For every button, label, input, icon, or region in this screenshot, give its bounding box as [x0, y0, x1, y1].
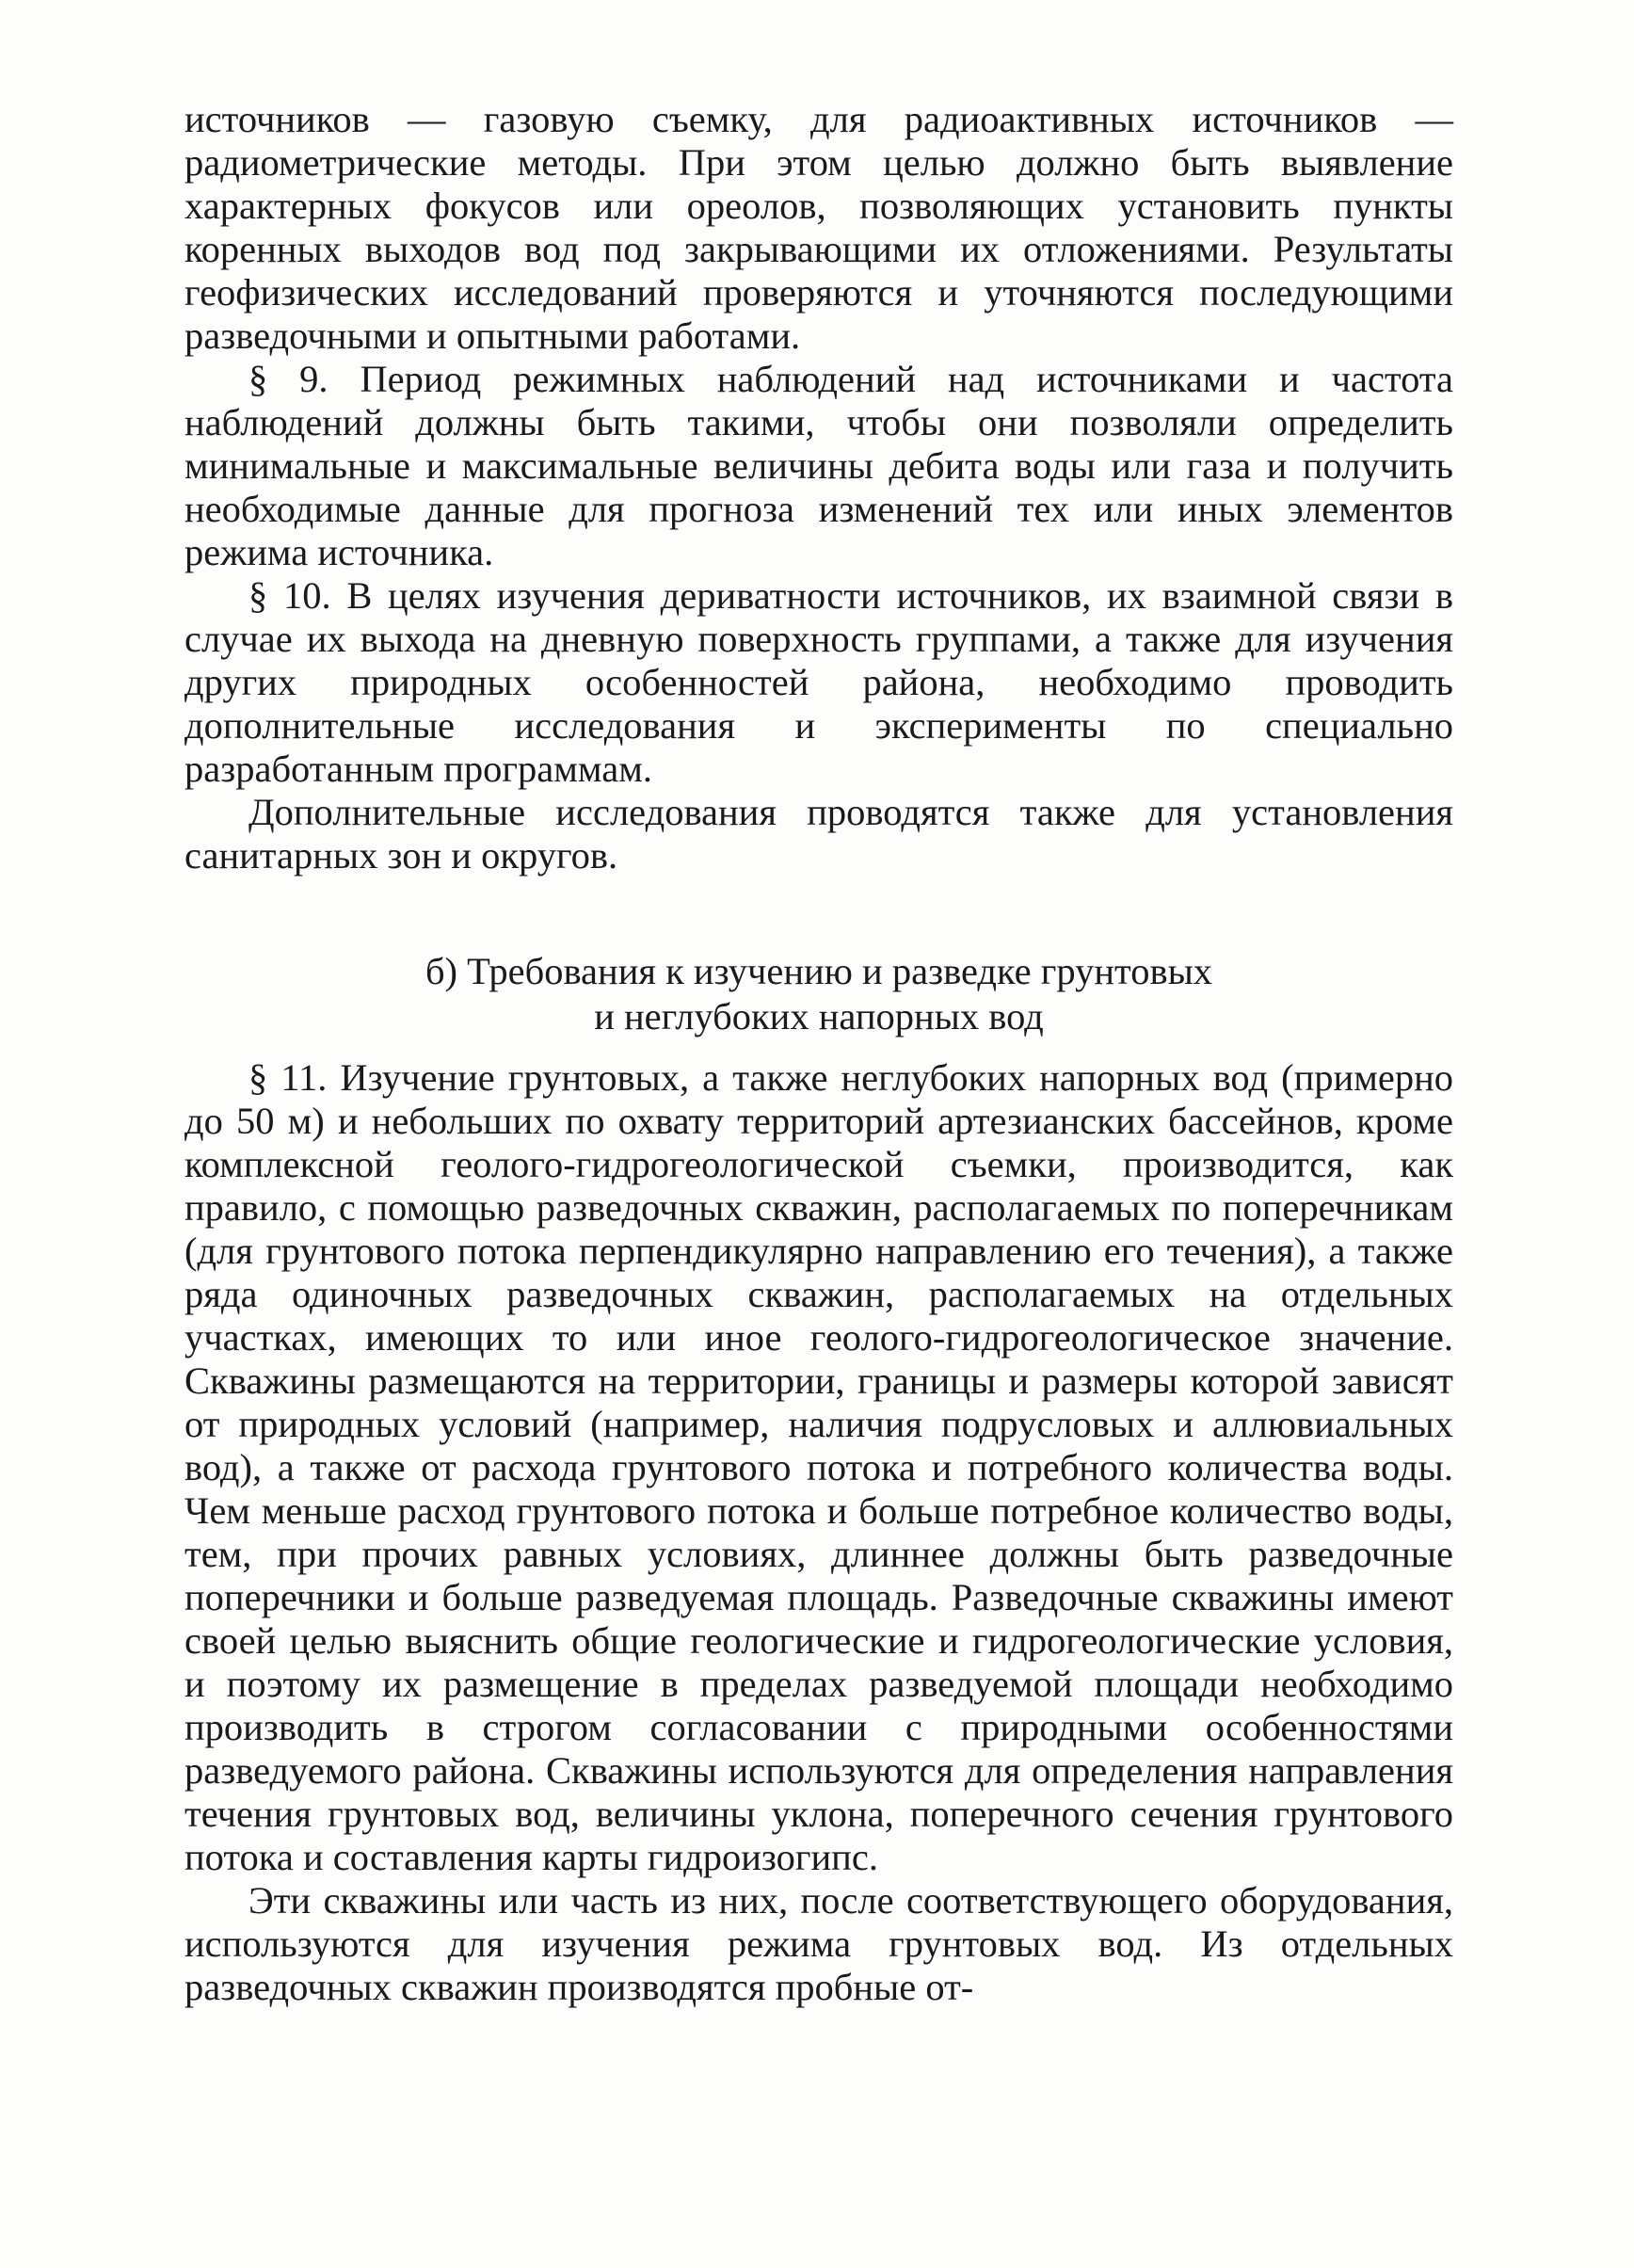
paragraph-section-11: § 11. Изучение грунтовых, а также неглубоких напорных вод (примерно до 50 м) и небольших по охвату территорий артезианских бассейнов, кроме комплексной геолого-гидрогеологической съемки, производится, как правило, с помощью разведочных скважин, располагаемых по поперечникам (для грунтового потока перпендикулярно направлению его течения), а также ряда одиночных разведочных скважин, располагаемых на отдельных участках, имеющих то или иное геолого-гидрогеологическое значение. Скважины размещаются на территории, границы и размеры которой зависят от природных условий (например, наличия подрусловых и аллювиальных вод), а также от расхода грунтового потока и потребного количества воды. Чем меньше расход грунтового потока и больше потребное количество воды, тем, при прочих равных условиях, длиннее должны быть разведочные поперечники и больше разведуемая площадь. Разведочные скважины имеют своей целью выяснить общие геологические и гидрогеологические условия, и поэтому их размещение в пределах разведуемой площади необходимо производить в строгом согласовании с природными особенностями разведуемого района. Скважины используются для определения направления течения грунтовых вод, величины уклона, поперечного сечения грунтового потока и составления карты гидроизогипс.	[184, 1056, 1453, 1878]
section-heading	[184, 949, 1453, 1039]
top-text-section	[184, 98, 1453, 877]
section-heading-line-1: б) Требования к изучению и разведке грунтовых	[425, 950, 1213, 992]
paragraph-wells-usage: Эти скважины или часть из них, после соответствующего оборудования, используются для изучения режима грунтовых вод. Из отдельных разведочных скважин производятся пробные от-	[184, 1879, 1453, 2008]
section-heading-line-2: и неглубоких напорных вод	[594, 995, 1044, 1037]
paragraph-section-9: § 9. Период режимных наблюдений над источниками и частота наблюдений должны быть такими, чтобы они позволяли определить минимальные и максимальные величины дебита воды или газа и получить необходимые данные для прогноза изменений тех или иных элементов режима источника.	[184, 358, 1453, 573]
paragraph-intro-continuation: источников — газовую съемку, для радиоактивных источников — радиометрические методы. При этом целью должно быть выявление характерных фокусов или ореолов, позволяющих установить пункты коренных выходов вод под закрывающими их отложениями. Результаты геофизических исследований проверяются и уточняются последующими разведочными и опытными работами.	[184, 98, 1453, 357]
paragraph-section-10: § 10. В целях изучения дериватности источников, их взаимной связи в случае их выхода на дневную поверхность группами, а также для изучения других природных особенностей района, необходимо проводить дополнительные исследования и эксперименты по специально разработанным программам.	[184, 574, 1453, 790]
bottom-text-section	[184, 1056, 1453, 2009]
paragraph-additional-research: Дополнительные исследования проводятся также для установления санитарных зон и округов.	[184, 791, 1453, 877]
